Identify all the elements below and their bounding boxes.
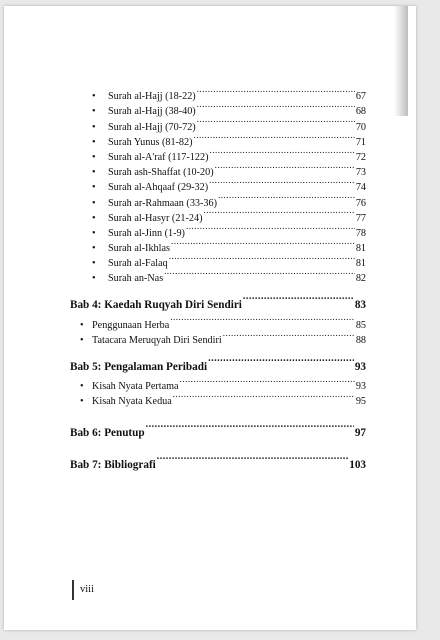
chapter-bab-6[interactable]	[70, 418, 366, 440]
entry-label: Surah al-Hasyr (21-24)	[108, 212, 203, 224]
toc-entry-penggunaan-herba[interactable]	[70, 312, 366, 331]
bullet-icon: •	[92, 167, 96, 179]
document-page	[4, 6, 416, 630]
bullet-icon: •	[92, 106, 96, 118]
entry-label: Tatacara Meruqyah Diri Sendiri	[92, 334, 222, 346]
dot-leader	[164, 266, 355, 281]
entry-label: Surah Yunus (81-82)	[108, 136, 193, 148]
toc-entry-kisah-nyata-pertama[interactable]	[70, 374, 366, 392]
dot-leader	[171, 236, 355, 251]
entry-page-number: 85	[355, 319, 366, 331]
bullet-icon: •	[92, 273, 96, 285]
bullet-icon: •	[92, 91, 96, 103]
dot-leader	[223, 328, 355, 343]
dot-leader	[186, 221, 355, 236]
entry-label: Surah al-Ahqaaf (29-32)	[108, 182, 209, 194]
chapter-bab-7[interactable]	[70, 450, 366, 472]
entry-label: Surah ash-Shaffat (10-20)	[108, 167, 214, 179]
entry-label: Surah al-Jinn (1-9)	[108, 227, 185, 239]
entry-page-number: 67	[355, 91, 366, 103]
bullet-icon: •	[92, 258, 96, 270]
table-of-contents	[70, 84, 366, 472]
chapter-page-number: 103	[349, 459, 366, 472]
dot-leader	[209, 175, 355, 190]
dot-leader	[180, 374, 355, 389]
entry-page-number: 68	[355, 106, 366, 118]
entry-page-number: 81	[355, 243, 366, 255]
entry-page-number: 77	[355, 212, 366, 224]
chapter-title: Bab 5: Pengalaman Peribadi	[70, 360, 208, 373]
entry-page-number: 71	[355, 136, 366, 148]
dot-leader	[173, 389, 355, 404]
chapter-bab-4[interactable]	[70, 290, 366, 312]
bullet-icon: •	[80, 334, 84, 346]
bullet-icon: •	[92, 212, 96, 224]
entry-label: Kisah Nyata Pertama	[92, 381, 179, 392]
bullet-icon: •	[92, 227, 96, 239]
bullet-icon: •	[92, 151, 96, 163]
footer-rule	[72, 580, 74, 600]
dot-leader	[194, 130, 355, 145]
entry-page-number: 93	[355, 381, 366, 392]
dot-leader	[197, 114, 355, 129]
bullet-icon: •	[80, 319, 84, 331]
dot-leader	[215, 160, 355, 175]
page-number-footer: viii	[80, 584, 95, 595]
entry-label: Surah al-Hajj (38-40)	[108, 106, 196, 118]
entry-page-number: 76	[355, 197, 366, 209]
dot-leader	[169, 251, 355, 266]
entry-page-number: 95	[355, 396, 366, 408]
entry-label: Surah al-Falaq	[108, 258, 168, 270]
entry-page-number: 78	[355, 227, 366, 239]
bullet-icon: •	[92, 121, 96, 133]
bullet-icon: •	[92, 243, 96, 255]
chapter-title: Bab 6: Penutup	[70, 427, 145, 440]
entry-label: Kisah Nyata Kedua	[92, 396, 172, 408]
chapter-title: Bab 4: Kaedah Ruqyah Diri Sendiri	[70, 299, 242, 312]
chapter-page-number: 83	[354, 299, 366, 312]
page-fold-shadow	[394, 6, 408, 116]
dot-leader	[170, 312, 355, 327]
entry-label: Surah al-Hajj (70-72)	[108, 121, 196, 133]
entry-page-number: 88	[355, 334, 366, 346]
dot-leader	[208, 352, 354, 370]
dot-leader	[197, 99, 355, 114]
entry-page-number: 74	[355, 182, 366, 194]
dot-leader	[243, 290, 354, 308]
chapter-title: Bab 7: Bibliografi	[70, 459, 156, 472]
entry-page-number: 73	[355, 167, 366, 179]
bullet-icon: •	[92, 136, 96, 148]
surah-list	[70, 84, 366, 285]
dot-leader	[146, 418, 354, 436]
chapter-page-number: 97	[354, 427, 366, 440]
dot-leader	[204, 206, 355, 221]
entry-label: Surah ar-Rahmaan (33-36)	[108, 197, 217, 209]
entry-page-number: 72	[355, 151, 366, 163]
dot-leader	[209, 145, 354, 160]
entry-page-number: 81	[355, 258, 366, 270]
chapter-page-number: 93	[354, 360, 366, 373]
entry-label: Penggunaan Herba	[92, 319, 170, 331]
entry-page-number: 70	[355, 121, 366, 133]
entry-page-number: 82	[355, 273, 366, 285]
dot-leader	[157, 450, 348, 468]
bullet-icon: •	[80, 381, 84, 392]
chapter-bab-5[interactable]	[70, 352, 366, 373]
bullet-icon: •	[92, 197, 96, 209]
entry-label: Surah al-Ikhlas	[108, 243, 170, 255]
toc-entry-surah[interactable]	[70, 84, 366, 103]
bullet-icon: •	[80, 396, 84, 408]
dot-leader	[197, 84, 355, 99]
entry-label: Surah al-A'raf (117-122)	[108, 151, 209, 163]
bullet-icon: •	[92, 182, 96, 194]
dot-leader	[218, 190, 355, 205]
entry-label: Surah al-Hajj (18-22)	[108, 91, 196, 103]
entry-label: Surah an-Nas	[108, 273, 164, 285]
